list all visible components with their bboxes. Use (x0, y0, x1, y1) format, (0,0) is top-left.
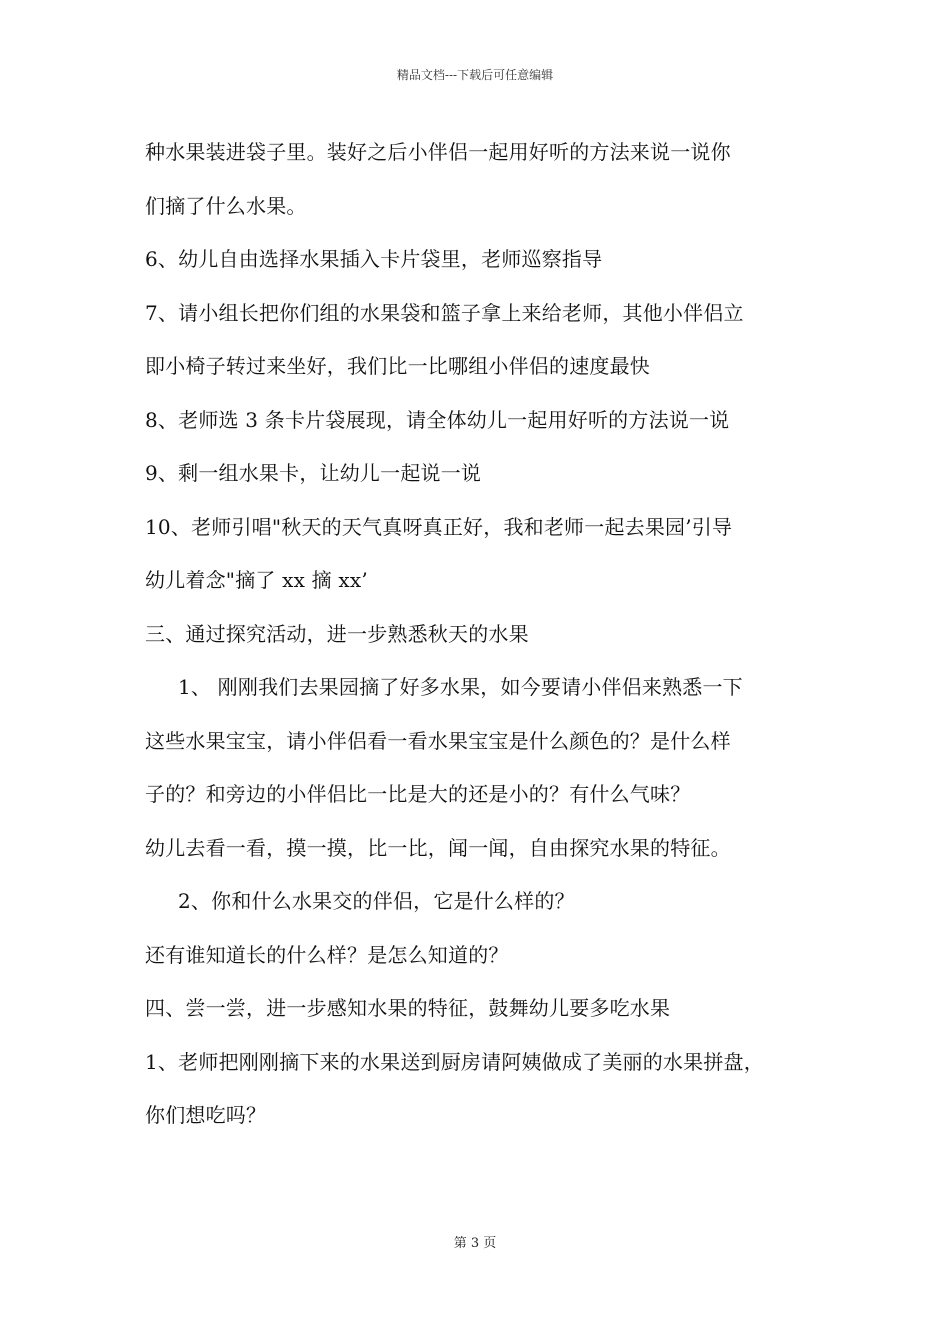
text-line: 1、 刚刚我们去果园摘了好多水果，如今要请小伴侣来熟悉一下 (178, 675, 743, 699)
text-line: 7、请小组长把你们组的水果袋和篮子拿上来给老师，其他小伴侣立 (145, 300, 744, 325)
text-line: 们摘了什么水果。 (145, 193, 307, 218)
page-number: 第 3 页 (453, 1236, 497, 1251)
text-line: 还有谁知道长的什么样？是怎么知道的？ (145, 942, 509, 967)
text-line: 1、老师把刚刚摘下来的水果送到厨房请阿姨做成了美丽的水果拼盘， (145, 1049, 764, 1074)
text-line: 即小椅子转过来坐好，我们比一比哪组小伴侣的速度最快 (145, 354, 650, 378)
document-body (145, 126, 815, 1143)
page-header: 精品文档---下载后可任意编辑 (396, 68, 554, 82)
text-line: 10、老师引唱"秋天的天气真呀真正好，我和老师一起去果园’引导 (145, 514, 733, 539)
text-line: 子的？和旁边的小伴侣比一比是大的还是小的？有什么气味？ (145, 782, 691, 806)
text-line: 幼儿去看一看，摸一摸，比一比，闻一闻，自由探究水果的特征。 (145, 835, 731, 860)
text-line: 这些水果宝宝，请小伴侣看一看水果宝宝是什么颜色的？是什么样 (145, 728, 731, 753)
text-line: 种水果装进袋子里。装好之后小伴侣一起用好听的方法来说一说你 (145, 140, 731, 164)
text-line: 2、你和什么水果交的伴侣，它是什么样的？ (178, 889, 575, 913)
section-heading: 三、通过探究活动，进一步熟悉秋天的水果 (145, 621, 529, 646)
text-line: 你们想吃吗？ (145, 1103, 267, 1127)
text-line: 幼儿着念"摘了 xx 摘 xx’ (145, 568, 368, 592)
text-line: 9、剩一组水果卡，让幼儿一起说一说 (145, 461, 482, 485)
text-line: 8、老师选 3 条卡片袋展现，请全体幼儿一起用好听的方法说一说 (145, 407, 730, 432)
text-line: 6、幼儿自由选择水果插入卡片袋里，老师巡察指导 (145, 247, 603, 271)
section-heading: 四、尝一尝，进一步感知水果的特征，鼓舞幼儿要多吃水果 (145, 996, 671, 1020)
